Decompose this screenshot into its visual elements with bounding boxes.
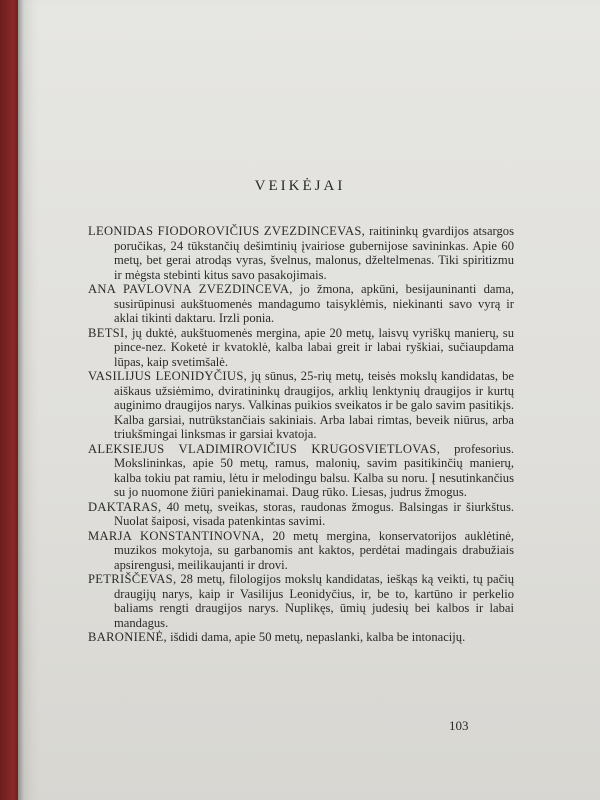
character-description: 20 metų mergina, konservatorijos auklėtinė, muzikos mokytoja, su garbanomis ant kaktos, perdėtai madingais drabužiais apsirengusi, meilikaujanti ir drovi. xyxy=(114,528,514,572)
character-name: DAKTARAS, xyxy=(88,499,162,514)
character-description: jo žmona, apkūni, besijauninanti dama, susirūpinusi aukštuomenės mandagumo taisyklėmis, niekinanti savo vyrą ir aklai tikinti daktaru. Irzli ponia. xyxy=(114,282,515,325)
page-number: 103 xyxy=(449,718,469,733)
cast-list xyxy=(88,224,514,645)
character-name: PETRIŠČEVAS, xyxy=(88,572,177,586)
cast-entry xyxy=(88,326,514,370)
cast-entry xyxy=(88,224,514,282)
character-name: BARONIENĖ, xyxy=(88,630,167,644)
cast-entry xyxy=(88,529,514,573)
cast-entry xyxy=(88,630,514,645)
character-description: išdidi dama, apie 50 metų, nepaslanki, kalba be intonacijų. xyxy=(166,630,466,644)
character-description: raitininkų gvardijos atsargos poručikas, 24 tūkstančių dešimtinių įvairiose gubernijose savininkas. Apie 60 metų, bet gerai atrodąs vyras, švelnus, malonus, dželtelmenas. Tiki spiritizmu ir mėgsta stebinti kitus savo pasakojimais. xyxy=(114,224,515,282)
character-description: jų duktė, aukštuomenės mergina, apie 20 metų, laisvų vyriškų manierų, su pince-nez. Koketė ir kvatoklė, kalba labai greit ir labai ryškiai, sučiaupdama lūpas, kaip svetimšalė. xyxy=(114,325,514,369)
cast-entry xyxy=(88,282,514,326)
character-name: ANA PAVLOVNA ZVEZDINCEVA, xyxy=(88,282,293,296)
character-description: 40 metų, sveikas, storas, raudonas žmogus. Balsingas ir šiurkštus. Nuolat šaiposi, visada patenkintas savimi. xyxy=(114,499,514,528)
character-name: LEONIDAS FIODOROVIČIUS ZVEZDINCEVAS, xyxy=(88,224,366,238)
character-name: ALEKSIEJUS VLADIMIROVIČIUS KRUGOSVIETLOVAS, xyxy=(88,441,441,456)
page-heading: VEIKĖJAI xyxy=(254,178,346,194)
cast-entry xyxy=(88,369,514,442)
page-gutter-shadow xyxy=(18,0,24,800)
character-name: MARJA KONSTANTINOVNA, xyxy=(88,528,265,543)
character-name: VASILIJUS LEONIDYČIUS, xyxy=(88,369,248,383)
character-name: BETSI, xyxy=(88,325,128,340)
cast-entry xyxy=(88,442,514,500)
cast-entry xyxy=(88,500,514,529)
character-description: 28 metų, filologijos mokslų kandidatas, ieškąs ką veikti, tų pačių draugijų narys, kaip ir Vasilijus Leonidyčius, ir, be to, kartūno ir perkelio baliams rengti draugijos narys. Nuplikęs, ūmių judesių bei kalbos ir labai mandagus. xyxy=(114,572,514,630)
character-description: profesorius. Mokslininkas, apie 50 metų, ramus, malonių, savim pasitikinčių manierų, kalba tokiu pat ramiu, lėtu ir melodingu balsu. Kalba su noru. Į nesutinkančius su jo nuomone žiūri paniekinamai. Daug rūko. Liesas, judrus žmogus. xyxy=(114,441,514,499)
character-description: jų sūnus, 25-rių metų, teisės mokslų kandidatas, be aiškaus užsiėmimo, dviratininkų draugijos, arklių lenktynių draugijos ir kurtų auginimo draugijos narys. Valkinas puikios sveikatos ir be galo savim pasitikįs. Kalba garsiai, nutrūkstančiais sakiniais. Arba labai rimtas, beveik niūrus, arba triukšmingai linksmas ir garsiai kvatoja. xyxy=(114,369,514,441)
cast-entry xyxy=(88,572,514,630)
